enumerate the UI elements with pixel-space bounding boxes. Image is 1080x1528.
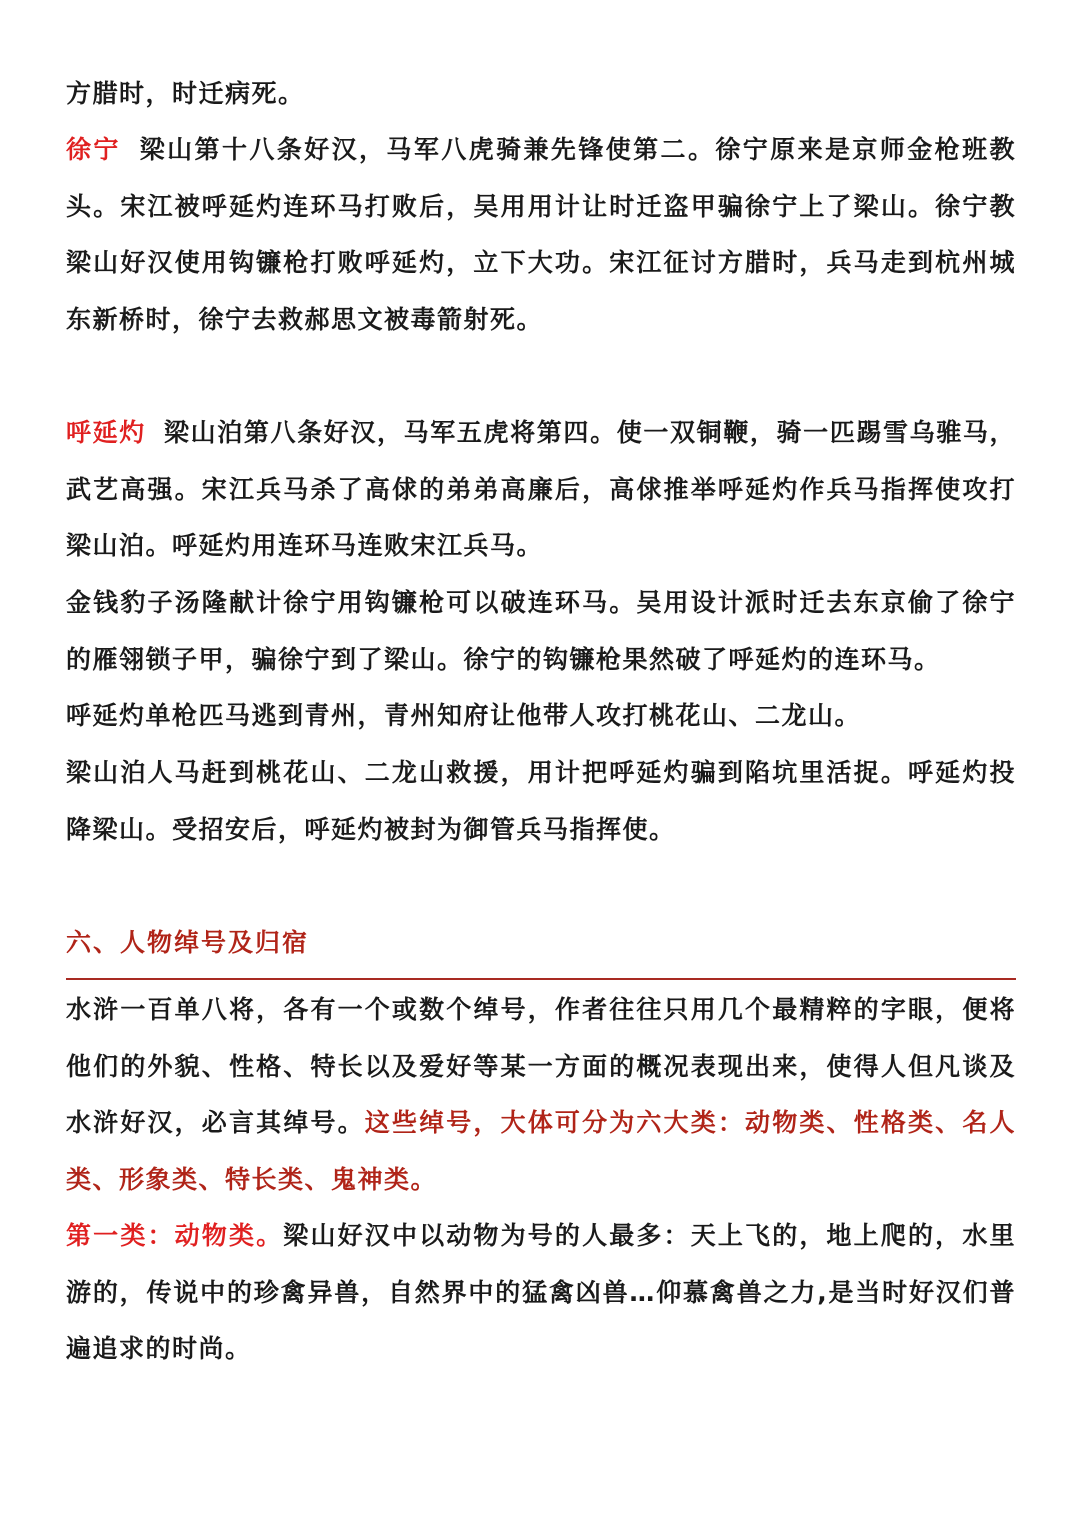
paragraph-jinqianbao <box>66 575 1016 688</box>
highlight-text: 这些绰号，大体可分为六大类：动物类、性格类、名人类、形象类、特长类、鬼神类。 <box>66 1108 1016 1194</box>
paragraph-text: 梁山第十八条好汉，马军八虎骑兼先锋使第二。徐宁原来是京师金枪班教头。宋江被呼延灼连环马打败后，吴用用计让时迁盗甲骗徐宁上了梁山。徐宁教梁山好汉使用钩镰枪打败呼延灼，立下大功。宋江征讨方腊时，兵马走到杭州城东新桥时，徐宁去救郝思文被毒箭射死。 <box>66 135 1016 334</box>
character-name-xuning: 徐宁 <box>66 135 121 164</box>
paragraph-qingzhou <box>66 688 1016 745</box>
character-name-huyanzhuo: 呼延灼 <box>66 418 146 447</box>
paragraph-text: 梁山泊第八条好汉，马军五虎将第四。使一双铜鞭，骑一匹踢雪乌骓马，武艺高强。宋江兵马杀了高俅的弟弟高廉后，高俅推举呼延灼作兵马指挥使攻打梁山泊。呼延灼用连环马连败宋江兵马。 <box>66 418 1016 560</box>
paragraph-text: 呼延灼单枪匹马逃到青州，青州知府让他带人攻打桃花山、二龙山。 <box>66 701 862 730</box>
paragraph-huyanzhuo <box>66 405 1016 575</box>
paragraph-fangla <box>66 66 1016 123</box>
section-divider <box>66 978 1016 980</box>
paragraph-text: 方腊时，时迁病死。 <box>66 79 305 108</box>
paragraph-xuning <box>66 122 1016 348</box>
paragraph-intro <box>66 982 1016 1208</box>
category-label: 第一类：动物类。 <box>66 1221 284 1250</box>
paragraph-category-animal <box>66 1208 1016 1378</box>
paragraph-text: 金钱豹子汤隆献计徐宁用钩镰枪可以破连环马。吴用设计派时迁去东京偷了徐宁的雁翎锁子甲，骗徐宁到了梁山。徐宁的钩镰枪果然破了呼延灼的连环马。 <box>66 588 1016 674</box>
section-title: 六、人物绰号及归宿 <box>66 928 310 957</box>
paragraph-text: 梁山泊人马赶到桃花山、二龙山救援，用计把呼延灼骗到陷坑里活捉。呼延灼投降梁山。受招安后，呼延灼被封为御管兵马指挥使。 <box>66 758 1016 844</box>
paragraph-text: 梁山好汉中以动物为号的人最多：天上飞的，地上爬的，水里游的，传说中的珍禽异兽，自然界中的猛禽凶兽…仰慕禽兽之力,是当时好汉们普遍追求的时尚。 <box>66 1221 1016 1363</box>
paragraph-text: 水浒一百单八将，各有一个或数个绰号，作者往往只用几个最精粹的字眼，便将他们的外貌、性格、特长以及爱好等某一方面的概况表现出来，使得人但凡谈及水浒好汉，必言其绰号。 <box>66 995 1016 1137</box>
paragraph-liangshan <box>66 745 1016 858</box>
